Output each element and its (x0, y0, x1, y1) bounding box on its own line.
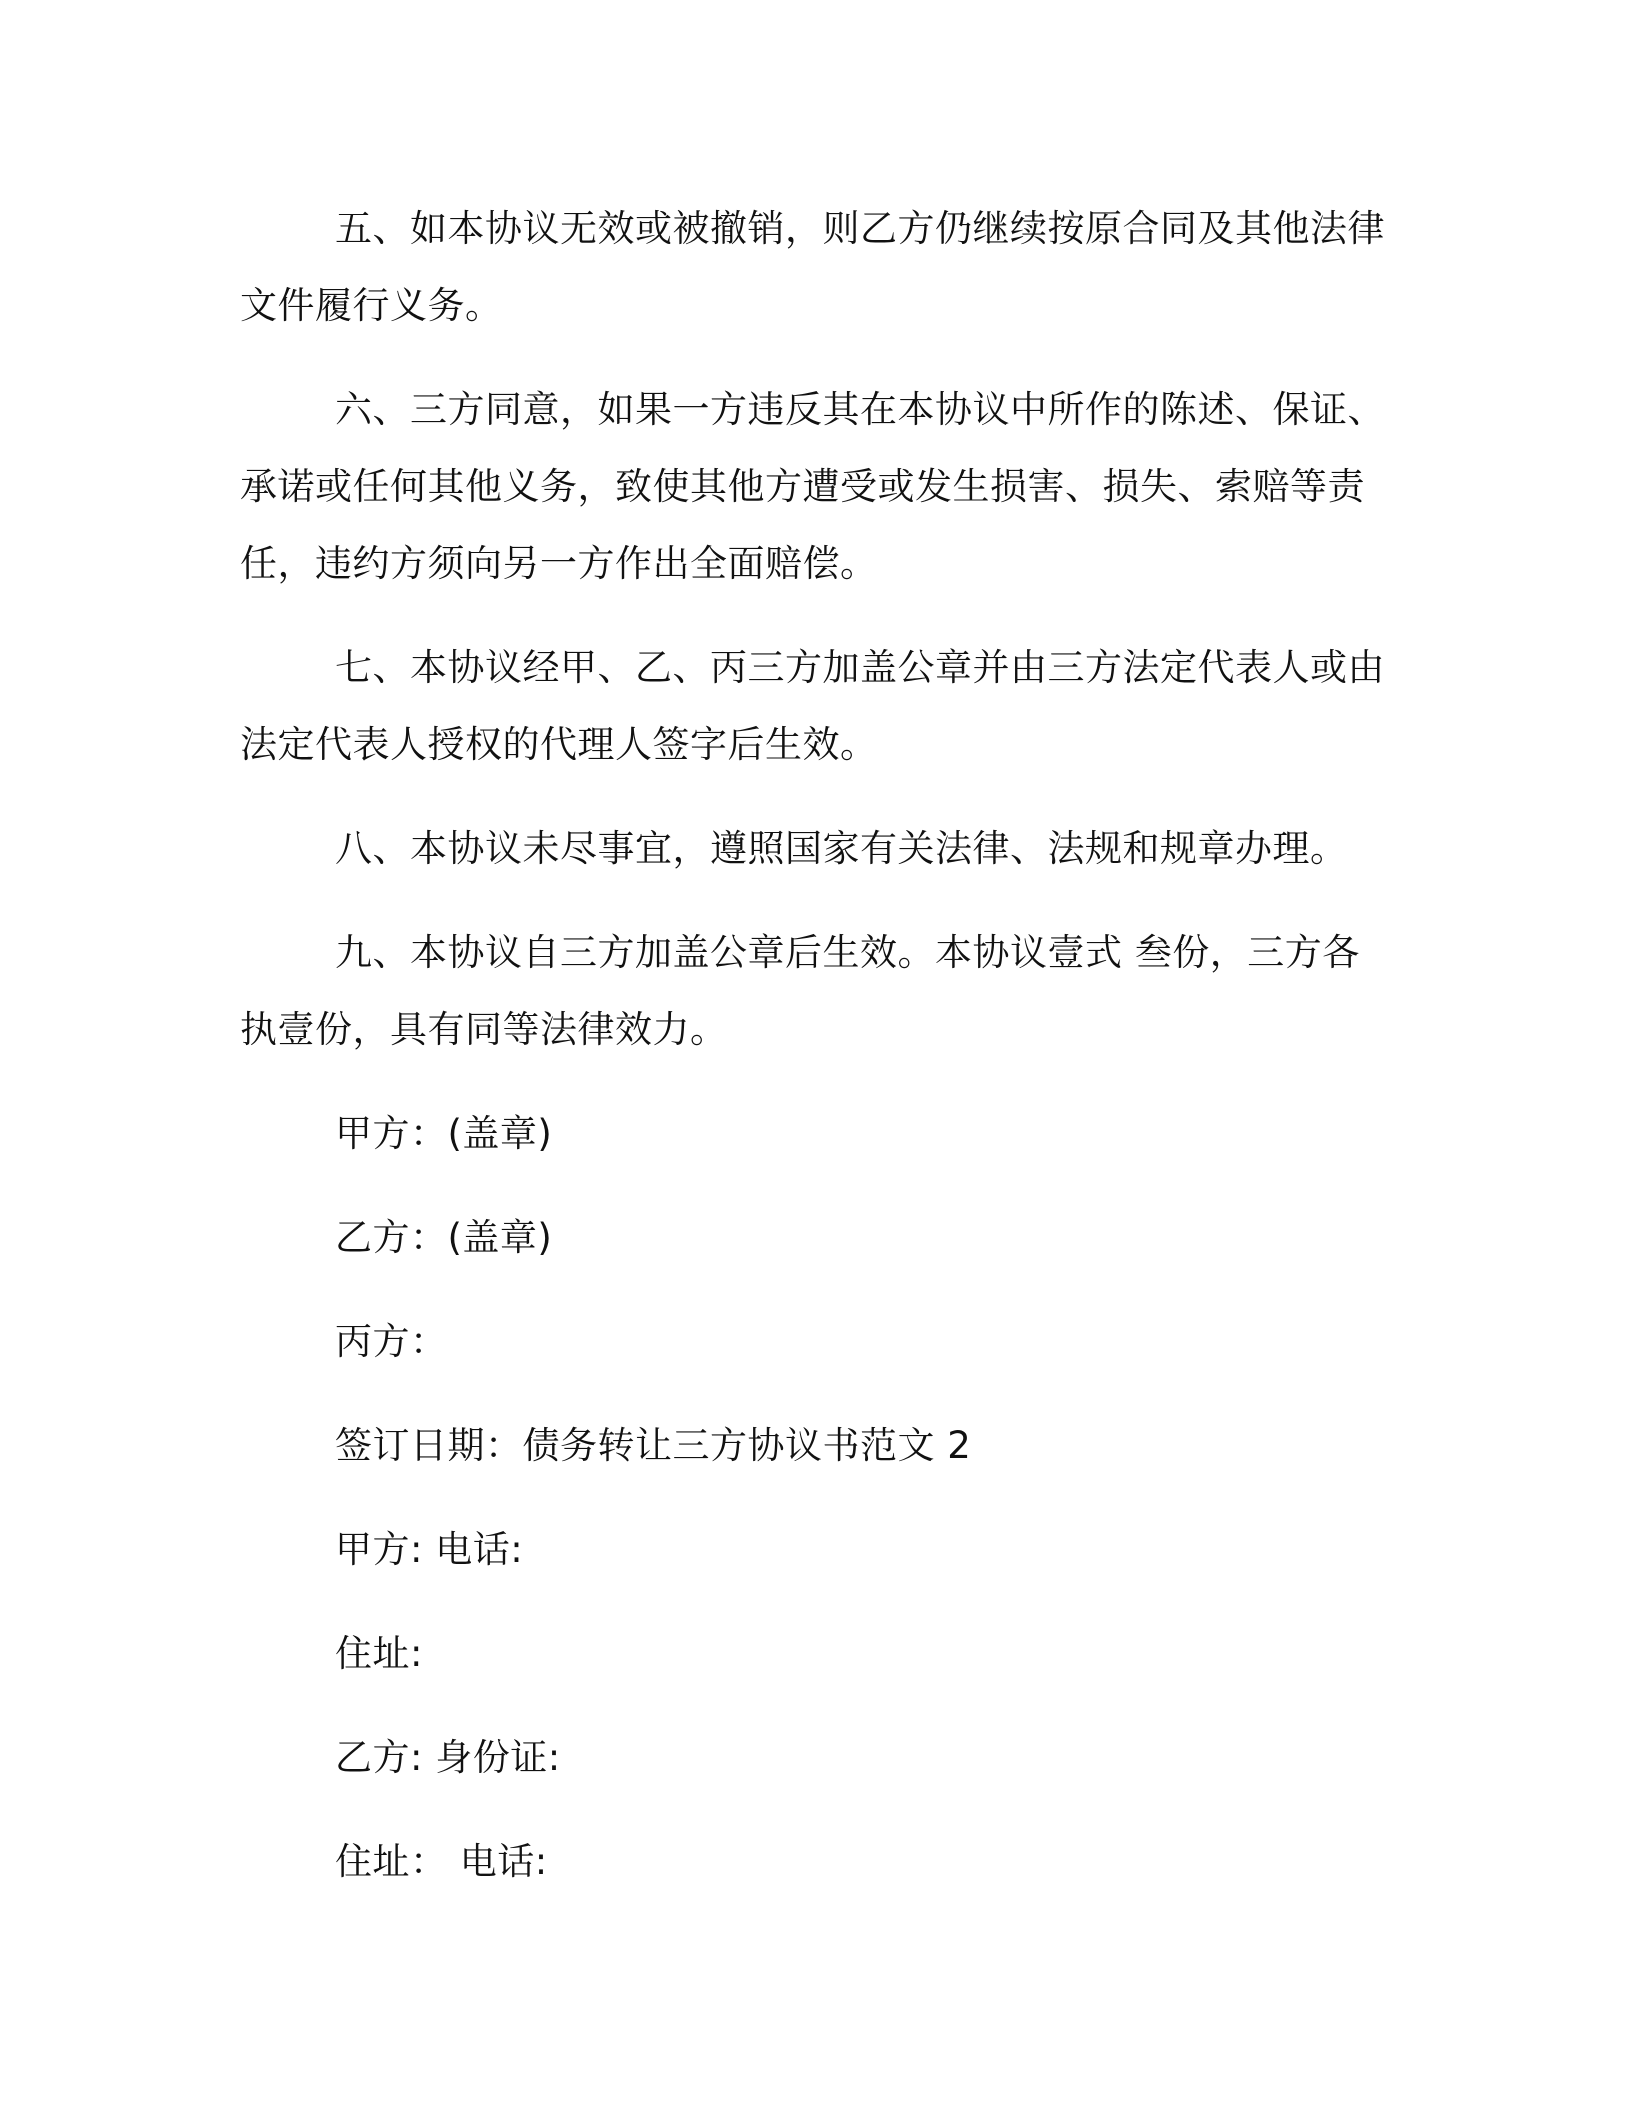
party-a-phone-line: 甲方: 电话: (335, 1528, 524, 1571)
party-b-seal-line: 乙方：(盖章) (335, 1216, 553, 1259)
clause-5: 五、如本协议无效或被撤销，则乙方仍继续按原合同及其他法律文件履行义务。 (240, 207, 1385, 327)
party-a-seal-line: 甲方：(盖章) (335, 1112, 553, 1155)
clause-6: 六、三方同意，如果一方违反其在本协议中所作的陈述、保证、承诺或任何其他义务，致使其他方遭受或发生损害、损失、索赔等责任，违约方须向另一方作出全面赔偿。 (240, 388, 1385, 585)
document-body (240, 190, 1390, 1927)
address-phone-line: 住址： 电话: (335, 1840, 548, 1883)
clause-7: 七、本协议经甲、乙、丙三方加盖公章并由三方法定代表人或由法定代表人授权的代理人签字后生效。 (240, 646, 1385, 766)
signature-block (240, 1095, 1390, 1900)
clause-9: 九、本协议自三方加盖公章后生效。本协议壹式 叁份，三方各执壹份，具有同等法律效力。 (240, 931, 1360, 1051)
signing-date-line: 签订日期：债务转让三方协议书范文 2 (335, 1424, 972, 1467)
address-line-1: 住址: (335, 1632, 423, 1675)
party-b-id-line: 乙方: 身份证: (335, 1736, 561, 1779)
party-c-line: 丙方： (335, 1320, 448, 1363)
clause-8: 八、本协议未尽事宜，遵照国家有关法律、法规和规章办理。 (335, 827, 1348, 870)
